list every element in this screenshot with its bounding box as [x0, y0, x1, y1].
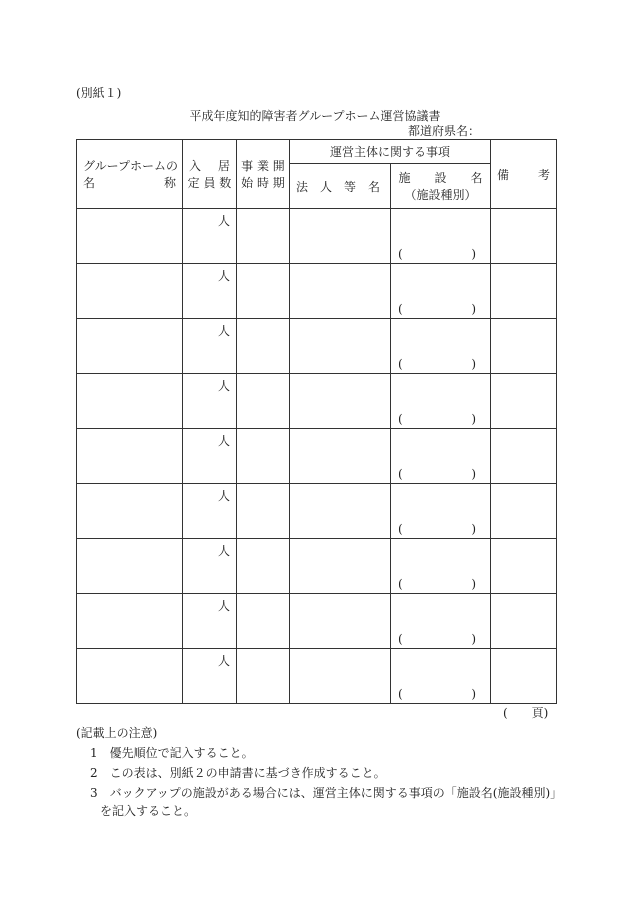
paren-open: (	[398, 412, 403, 426]
paren-close: )	[471, 632, 476, 646]
start-date-cell[interactable]	[237, 429, 290, 484]
capacity-cell[interactable]	[183, 264, 237, 319]
gh-name-cell[interactable]	[77, 264, 183, 319]
remarks-cell[interactable]	[491, 374, 557, 429]
facility-cell[interactable]	[391, 594, 491, 649]
note-item: 1 優先順位で記入すること。	[90, 746, 254, 760]
paren-open: (	[398, 577, 403, 591]
prefecture-label: 都道府県名：	[408, 124, 481, 138]
facility-cell[interactable]	[391, 319, 491, 374]
corp-name-cell[interactable]	[290, 209, 391, 264]
facility-cell[interactable]	[391, 484, 491, 539]
capacity-cell[interactable]	[183, 649, 237, 704]
corp-name-cell[interactable]	[290, 374, 391, 429]
capacity-cell[interactable]	[183, 594, 237, 649]
page-number-label: ( 頁)	[503, 706, 549, 720]
note-item-continuation: を記入すること。	[100, 804, 197, 818]
remarks-cell[interactable]	[491, 539, 557, 594]
capacity-cell[interactable]	[183, 539, 237, 594]
corp-name-cell[interactable]	[290, 594, 391, 649]
paren-open: (	[398, 247, 403, 261]
corp-name-cell[interactable]	[290, 429, 391, 484]
paren-open: (	[398, 687, 403, 701]
remarks-cell[interactable]	[491, 484, 557, 539]
table-row	[77, 429, 557, 484]
unit-label: 人	[217, 269, 230, 283]
gh-name-cell[interactable]	[77, 374, 183, 429]
facility-cell[interactable]	[391, 264, 491, 319]
capacity-cell[interactable]	[183, 374, 237, 429]
table-row	[77, 374, 557, 429]
corp-name-cell[interactable]	[290, 484, 391, 539]
start-date-cell[interactable]	[237, 319, 290, 374]
remarks-cell[interactable]	[491, 264, 557, 319]
table-row	[77, 319, 557, 374]
unit-label: 人	[217, 214, 230, 228]
gh-name-cell[interactable]	[77, 594, 183, 649]
table-row	[77, 264, 557, 319]
corp-name-cell[interactable]	[290, 319, 391, 374]
note-item: 3 バックアップの施設がある場合には、運営主体に関する事項の「施設名(施設種別)」	[90, 786, 563, 800]
application-table	[76, 139, 557, 704]
paren-open: (	[398, 357, 403, 371]
remarks-cell[interactable]	[491, 594, 557, 649]
remarks-cell[interactable]	[491, 209, 557, 264]
header-gh-name: グループホームの 名 称	[77, 140, 183, 209]
facility-cell[interactable]	[391, 649, 491, 704]
remarks-cell[interactable]	[491, 429, 557, 484]
corp-name-cell[interactable]	[290, 649, 391, 704]
remarks-cell[interactable]	[491, 319, 557, 374]
start-date-cell[interactable]	[237, 209, 290, 264]
unit-label: 人	[217, 489, 230, 503]
unit-label: 人	[217, 434, 230, 448]
attachment-label: (別紙１)	[76, 86, 122, 100]
paren-close: )	[471, 302, 476, 316]
gh-name-cell[interactable]	[77, 484, 183, 539]
facility-cell[interactable]	[391, 539, 491, 594]
header-facility: 施 設 名 （施設種別）	[391, 164, 491, 209]
unit-label: 人	[217, 599, 230, 613]
header-capacity: 入 居 定 員 数	[183, 140, 237, 209]
unit-label: 人	[217, 324, 230, 338]
paren-close: )	[471, 467, 476, 481]
unit-label: 人	[217, 379, 230, 393]
document-title: 平成年度知的障害者グループホーム運営協議書	[189, 109, 441, 123]
start-date-cell[interactable]	[237, 539, 290, 594]
start-date-cell[interactable]	[237, 264, 290, 319]
gh-name-cell[interactable]	[77, 539, 183, 594]
capacity-cell[interactable]	[183, 319, 237, 374]
header-remarks: 備 考	[491, 140, 557, 209]
table-row	[77, 539, 557, 594]
header-start-date: 事 業 開 始 時 期	[237, 140, 290, 209]
gh-name-cell[interactable]	[77, 649, 183, 704]
capacity-cell[interactable]	[183, 484, 237, 539]
paren-close: )	[471, 357, 476, 371]
paren-close: )	[471, 522, 476, 536]
paren-open: (	[398, 632, 403, 646]
table-row	[77, 484, 557, 539]
paren-open: (	[398, 522, 403, 536]
corp-name-cell[interactable]	[290, 539, 391, 594]
paren-open: (	[398, 467, 403, 481]
start-date-cell[interactable]	[237, 649, 290, 704]
capacity-cell[interactable]	[183, 429, 237, 484]
paren-close: )	[471, 687, 476, 701]
unit-label: 人	[217, 544, 230, 558]
start-date-cell[interactable]	[237, 484, 290, 539]
remarks-cell[interactable]	[491, 649, 557, 704]
table-row	[77, 649, 557, 704]
capacity-cell[interactable]	[183, 209, 237, 264]
facility-cell[interactable]	[391, 374, 491, 429]
note-item: 2 この表は、別紙２の申請書に基づき作成すること。	[90, 766, 386, 780]
gh-name-cell[interactable]	[77, 209, 183, 264]
notes-heading: (記載上の注意)	[76, 726, 158, 740]
unit-label: 人	[217, 654, 230, 668]
table-row	[77, 209, 557, 264]
paren-close: )	[471, 412, 476, 426]
facility-cell[interactable]	[391, 209, 491, 264]
paren-close: )	[471, 247, 476, 261]
gh-name-cell[interactable]	[77, 429, 183, 484]
paren-close: )	[471, 577, 476, 591]
start-date-cell[interactable]	[237, 374, 290, 429]
table-row	[77, 594, 557, 649]
gh-name-cell[interactable]	[77, 319, 183, 374]
corp-name-cell[interactable]	[290, 264, 391, 319]
header-corp-name: 法 人 等 名	[290, 164, 391, 209]
start-date-cell[interactable]	[237, 594, 290, 649]
paren-open: (	[398, 302, 403, 316]
header-operator-group: 運営主体に関する事項	[290, 140, 491, 164]
facility-cell[interactable]	[391, 429, 491, 484]
